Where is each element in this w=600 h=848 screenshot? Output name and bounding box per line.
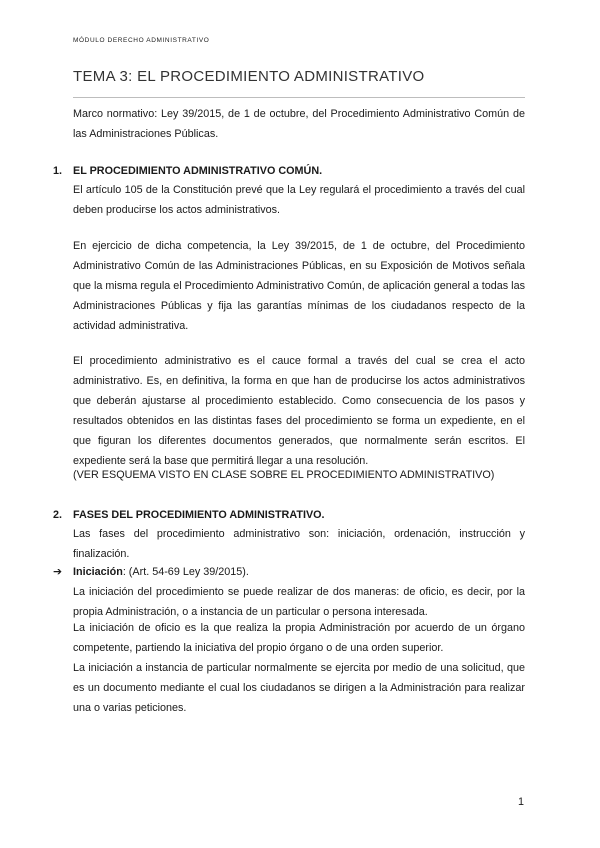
section-1-paragraph: El procedimiento administrativo es el cauce formal a través del cual se crea el acto administrativo. Es, en definitiva, la forma en que han de producirse los actos administrativos que deberán ajustarse al procedimiento establecido. Como consecuencia de los pasos y resultados obtenidos en las distintas fases del procedimiento se forma un expediente, en el que figuran los diferentes documentos generados, que normalmente serán escritos. El expediente será la base que permitirá llegar a una resolución. [73,355,525,467]
section-1-paragraph: El artículo 105 de la Constitución prevé que la Ley regulará el procedimiento a través del cual deben producirse los actos administrativos. [73,184,525,216]
bullet-reference: : (Art. 54-69 Ley 39/2015). [122,566,249,578]
arrow-right-icon: ➔ [53,566,63,578]
section-2-title: FASES DEL PROCEDIMIENTO ADMINISTRATIVO. [73,509,325,521]
section-2-number: 2. [53,509,63,521]
page-title: TEMA 3: EL PROCEDIMIENTO ADMINISTRATIVO [73,68,425,85]
running-header: MÓDULO DERECHO ADMINISTRATIVO [73,37,210,44]
section-1-number: 1. [53,165,63,177]
section-2-paragraph: La iniciación de oficio es la que realiza la propia Administración por acuerdo de un órgano competente, partiendo la iniciativa del propio órgano o de una orden superior. [73,622,525,654]
section-1-note: (VER ESQUEMA VISTO EN CLASE SOBRE EL PROCEDIMIENTO ADMINISTRATIVO) [73,469,495,481]
intro-paragraph: Marco normativo: Ley 39/2015, de 1 de octubre, del Procedimiento Administrativo Común de las Administraciones Públicas. [73,108,525,140]
section-2-intro: Las fases del procedimiento administrativo son: iniciación, ordenación, instrucción y finalización. [73,528,525,560]
section-2-heading [53,505,325,525]
title-divider [73,97,525,98]
section-1-paragraph: En ejercicio de dicha competencia, la Ley 39/2015, de 1 de octubre, del Procedimiento Administrativo Común de las Administraciones Públicas, en su Exposición de Motivos señala que la misma regula el Procedimiento Administrativo Común, de aplicación general a todas las Administraciones Públicas y fija las garantías mínimas de los ciudadanos respecto de la actividad administrativa. [73,240,525,332]
section-1-title: EL PROCEDIMIENTO ADMINISTRATIVO COMÚN. [73,165,323,177]
section-2-paragraph: La iniciación a instancia de particular normalmente se ejercita por medio de una solicitud, que es un documento mediante el cual los ciudadanos se dirigen a la Administración para realizar una o varias peticiones. [73,662,525,714]
section-2-paragraph: La iniciación del procedimiento se puede realizar de dos maneras: de oficio, es decir, por la propia Administración, o a instancia de un particular o persona interesada. [73,586,525,618]
bullet-label: Iniciación [73,566,123,578]
page-number: 1 [518,796,525,808]
bullet-iniciacion [53,562,249,582]
section-1-heading [53,161,322,181]
